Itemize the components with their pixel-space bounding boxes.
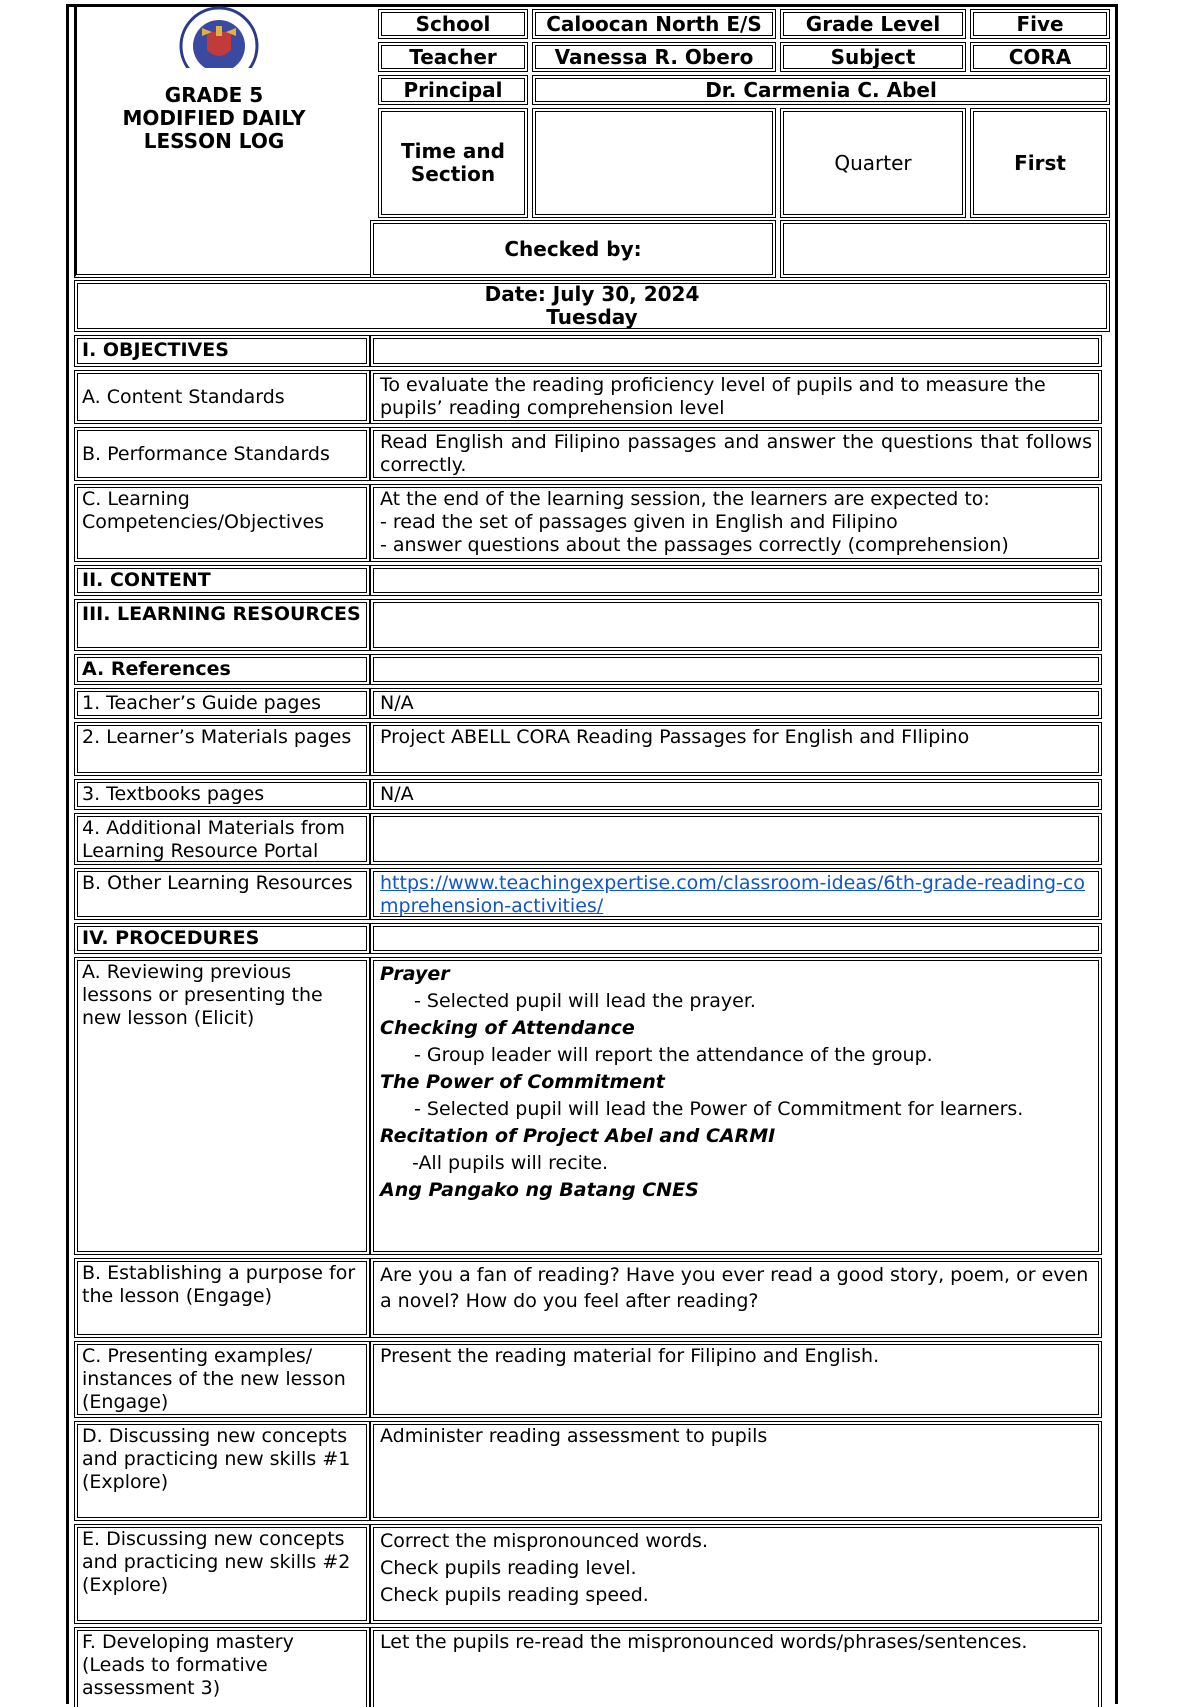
procedure-e-label: E. Discussing new concepts and practicing new skills #2 (Explore) <box>74 1524 370 1624</box>
procedure-f-value: Let the pupils re-read the mispronounced words/phrases/sentences. <box>370 1627 1102 1707</box>
textbooks-label: 3. Textbooks pages <box>74 779 370 810</box>
procedure-e-line: Check pupils reading level. <box>380 1557 637 1579</box>
other-resources-value <box>370 868 1102 920</box>
procedure-d-label: D. Discussing new concepts and practicing new skills #1 (Explore) <box>74 1421 370 1521</box>
content-value <box>370 565 1102 596</box>
grade-level-label: Grade Level <box>780 9 966 39</box>
checked-by-value <box>780 220 1110 278</box>
procedure-c-label: C. Presenting examples/ instances of the new lesson (Engage) <box>74 1341 370 1418</box>
textbooks-value: N/A <box>370 779 1102 810</box>
procedure-a-item-head: Ang Pangako ng Batang CNES <box>380 1179 699 1201</box>
procedure-a-value <box>370 957 1102 1255</box>
grade-label: GRADE 5 <box>164 83 264 107</box>
procedures-value <box>370 923 1102 954</box>
procedures-heading: IV. PROCEDURES <box>74 923 370 954</box>
procedure-a-item-detail: - Selected pupil will lead the prayer. <box>414 990 756 1012</box>
principal-value: Dr. Carmenia C. Abel <box>532 75 1110 105</box>
procedure-a-item-head: Recitation of Project Abel and CARMI <box>380 1125 776 1147</box>
grade-level-value: Five <box>970 9 1110 39</box>
quarter-value: First <box>970 108 1110 218</box>
procedure-a-item-head: Checking of Attendance <box>380 1017 635 1039</box>
competencies-line: At the end of the learning session, the learners are expected to: <box>380 488 990 510</box>
competencies-label: C. Learning Competencies/Objectives <box>74 484 370 562</box>
performance-standards-label: B. Performance Standards <box>74 427 370 481</box>
title-line-1: MODIFIED DAILY <box>122 106 306 130</box>
additional-materials-value <box>370 813 1102 865</box>
resource-link[interactable]: https://www.teachingexpertise.com/classroom-ideas/6th-grade-reading-comprehension-activities/ <box>380 872 1085 917</box>
date-line: Date: July 30, 2024 <box>484 282 700 306</box>
objectives-heading: I. OBJECTIVES <box>74 335 370 367</box>
procedure-a-item-head: Prayer <box>380 963 450 985</box>
content-heading: II. CONTENT <box>74 565 370 596</box>
content-standards-label: A. Content Standards <box>74 370 370 424</box>
procedure-e-line: Correct the mispronounced words. <box>380 1530 709 1552</box>
checked-by-label: Checked by: <box>370 220 776 278</box>
teacher-label: Teacher <box>378 42 528 72</box>
procedure-a-item-detail: - Selected pupil will lead the Power of Commitment for learners. <box>414 1098 1024 1120</box>
title-line-2: LESSON LOG <box>143 129 285 153</box>
learners-materials-label: 2. Learner’s Materials pages <box>74 722 370 776</box>
procedure-d-value: Administer reading assessment to pupils <box>370 1421 1102 1521</box>
other-resources-label: B. Other Learning Resources <box>74 868 370 920</box>
performance-standards-value: Read English and Filipino passages and answer the questions that follows correctly. <box>370 427 1102 481</box>
procedure-a-item-head: The Power of Commitment <box>380 1071 665 1093</box>
learners-materials-value: Project ABELL CORA Reading Passages for English and FIlipino <box>370 722 1102 776</box>
procedure-a-item-detail: -All pupils will recite. <box>412 1152 609 1174</box>
procedure-c-value: Present the reading material for Filipino and English. <box>370 1341 1102 1418</box>
teachers-guide-value: N/A <box>370 688 1102 719</box>
subject-label: Subject <box>780 42 966 72</box>
content-standards-value: To evaluate the reading proficiency level of pupils and to measure the pupils’ reading comprehension level <box>370 370 1102 424</box>
subject-value: CORA <box>970 42 1110 72</box>
references-value <box>370 654 1102 685</box>
competencies-value <box>370 484 1102 562</box>
time-section-label: Time and Section <box>378 108 528 218</box>
procedure-b-value: Are you a fan of reading? Have you ever read a good story, poem, or even a novel? How do you feel after reading? <box>370 1258 1102 1338</box>
procedure-a-label: A. Reviewing previous lessons or presenting the new lesson (Elicit) <box>74 957 370 1255</box>
procedure-b-label: B. Establishing a purpose for the lesson (Engage) <box>74 1258 370 1338</box>
day-line: Tuesday <box>546 305 638 329</box>
header-left-frame <box>74 4 370 278</box>
procedure-f-label: F. Developing mastery (Leads to formative assessment 3) <box>74 1627 370 1707</box>
objectives-value <box>370 335 1102 367</box>
competencies-line: - answer questions about the passages correctly (comprehension) <box>380 534 1009 556</box>
time-section-value <box>532 108 776 218</box>
additional-materials-label: 4. Additional Materials from Learning Resource Portal <box>74 813 370 865</box>
principal-label: Principal <box>378 75 528 105</box>
competencies-line: - read the set of passages given in English and Filipino <box>380 511 898 533</box>
references-heading: A. References <box>74 654 370 685</box>
procedure-e-value <box>370 1524 1102 1624</box>
school-label: School <box>378 9 528 39</box>
lesson-log-page <box>66 4 1118 1704</box>
resources-heading: III. LEARNING RESOURCES <box>74 599 370 651</box>
quarter-label: Quarter <box>780 108 966 218</box>
date-row <box>74 280 1110 332</box>
teacher-value: Vanessa R. Obero <box>532 42 776 72</box>
school-value: Caloocan North E/S <box>532 9 776 39</box>
procedure-e-line: Check pupils reading speed. <box>380 1584 649 1606</box>
teachers-guide-label: 1. Teacher’s Guide pages <box>74 688 370 719</box>
procedure-a-item-detail: - Group leader will report the attendance of the group. <box>414 1044 933 1066</box>
resources-value <box>370 599 1102 651</box>
